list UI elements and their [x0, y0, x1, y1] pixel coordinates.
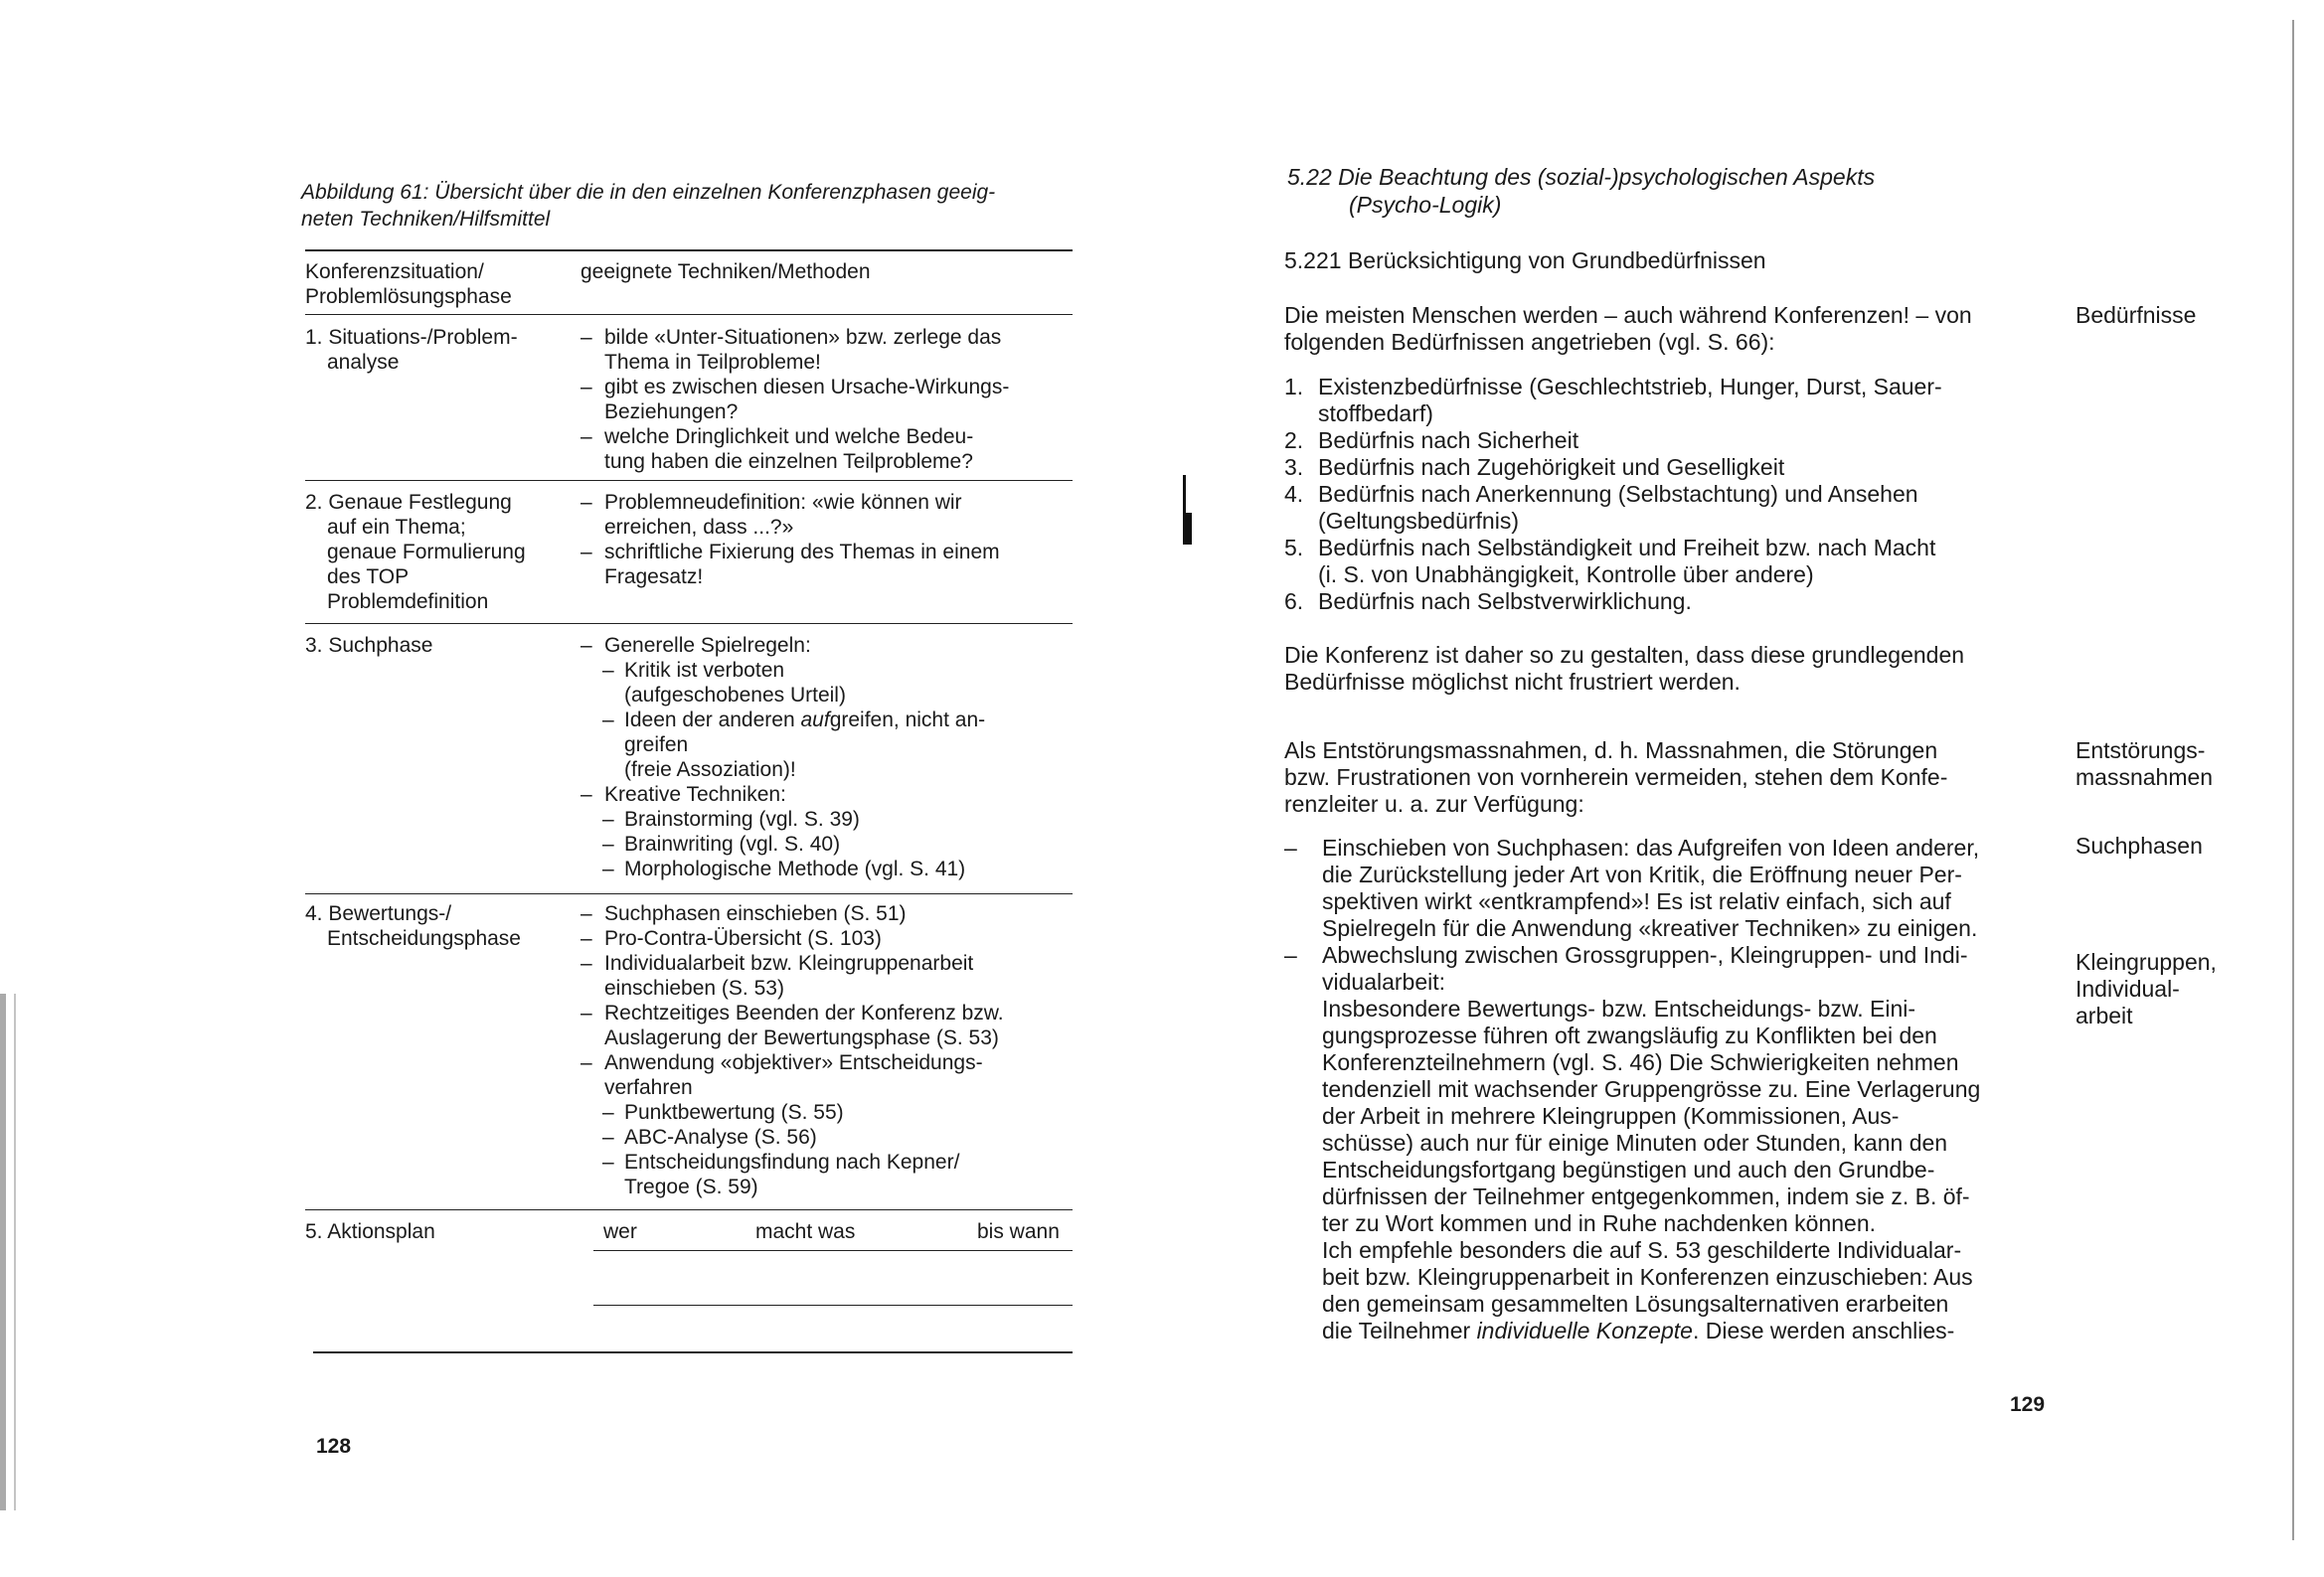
text-line: folgenden Bedürfnissen angetrieben (vgl. S. 66): [1284, 329, 1775, 355]
list-item [581, 1075, 1087, 1100]
list-item [1284, 942, 2050, 1344]
phase-label: 3. Suchphase [305, 634, 433, 657]
item-text: der Arbeit in mehrere Kleingruppen (Kommissionen, Aus- [1322, 1103, 1900, 1129]
item-text: (i. S. von Unabhängigkeit, Kontrolle über andere) [1318, 561, 1814, 587]
table-header-right [581, 259, 1087, 284]
list-item [581, 782, 1087, 807]
caption-line: Abbildung 61: Übersicht über die in den einzelnen Konferenzphasen geeig- [301, 181, 996, 204]
dash [581, 564, 604, 589]
item-text: Bedürfnis nach Anerkennung (Selbstachtung) und Ansehen [1318, 481, 1918, 507]
item-text: vidualarbeit: [1322, 969, 1446, 995]
item-text: Morphologische Methode (vgl. S. 41) [624, 858, 966, 880]
list-item [581, 375, 1087, 399]
dash: – [602, 1101, 614, 1124]
list-item [581, 1050, 1087, 1075]
phase-5-cell [305, 1219, 564, 1244]
aktionsplan-line [593, 1250, 1073, 1251]
item-text: Fragesatz! [604, 565, 704, 588]
list-item [581, 951, 1087, 976]
item-text: den gemeinsam gesammelten Lösungsalternativen erarbeiten [1322, 1291, 1949, 1317]
margin-note-line: massnahmen [2075, 764, 2214, 790]
list-item [1284, 835, 2050, 942]
item-text: spektiven wirkt «entkrampfend»! Es ist relativ einfach, sich auf [1322, 888, 1951, 914]
item-text: Problemneudefinition: «wie können wir [604, 491, 962, 514]
list-item [581, 807, 1087, 832]
dash [581, 399, 604, 424]
margin-note-line: Entstörungs- [2075, 737, 2206, 763]
dash: – [602, 709, 614, 731]
item-text: greifen [624, 733, 689, 756]
margin-note [2075, 737, 2274, 791]
list-item [581, 901, 1087, 926]
item-number: 6. [1284, 588, 1304, 614]
list-item [581, 350, 1087, 375]
item-text: (aufgeschobenes Urteil) [624, 684, 846, 707]
item-text: einschieben (S. 53) [604, 977, 784, 1000]
list-item [581, 490, 1087, 515]
item-text: Ich empfehle besonders die auf S. 53 geschilderte Individualar- [1322, 1237, 1962, 1263]
dash [581, 350, 604, 375]
phase-1-methods [581, 325, 1087, 474]
dash: – [581, 326, 592, 349]
margin-note: Suchphasen [2075, 833, 2203, 859]
paragraph-conclusion [1284, 642, 2050, 696]
phase-3-cell [305, 633, 564, 658]
phase-label: Entscheidungsphase [327, 927, 521, 950]
phase-4-cell [305, 901, 564, 951]
item-text: Konferenzteilnehmern (vgl. S. 46) Die Schwierigkeiten nehmen [1322, 1049, 1959, 1075]
dash: – [602, 858, 614, 880]
item-text: Rechtzeitiges Beenden der Konferenz bzw. [604, 1002, 1004, 1025]
text-span-italic: individuelle Konzepte [1476, 1318, 1693, 1343]
dash: – [1284, 942, 1297, 968]
phase-label: Problemdefinition [327, 590, 489, 613]
list-item [1284, 374, 2050, 427]
item-text: Ideen der anderen [624, 709, 801, 731]
phase-label: 2. Genaue Festlegung [305, 491, 512, 514]
phase-2-methods [581, 490, 1087, 589]
text-line: Die Konferenz ist daher so zu gestalten, dass diese grundlegenden [1284, 642, 1965, 668]
text-line: Bedürfnisse möglichst nicht frustriert werden. [1284, 669, 1741, 695]
dash: – [581, 1002, 592, 1025]
gutter-mark [1183, 475, 1194, 545]
needs-list [1284, 374, 2050, 615]
item-text: Bedürfnis nach Selbstverwirklichung. [1318, 588, 1692, 614]
item-text: Beziehungen? [604, 400, 739, 423]
item-text: Brainwriting (vgl. S. 40) [624, 833, 841, 856]
text-span: . Diese werden anschlies- [1692, 1318, 1955, 1343]
dash: – [581, 783, 592, 806]
list-item [581, 540, 1087, 564]
measures-list [1284, 835, 2050, 1344]
item-text [1322, 1318, 1980, 1344]
item-text: (Geltungsbedürfnis) [1318, 508, 1519, 534]
list-item [581, 658, 1087, 683]
dash [581, 976, 604, 1001]
row-rule [305, 1209, 1073, 1210]
list-item [581, 633, 1087, 658]
dash: – [581, 952, 592, 975]
subsection-title: 5.221 Berücksichtigung von Grundbedürfnissen [1284, 247, 1766, 273]
dash: – [581, 927, 592, 950]
dash: – [602, 659, 614, 682]
phase-label: 1. Situations-/Problem- [305, 326, 518, 349]
list-item [1284, 588, 2050, 615]
dash [581, 515, 604, 540]
aktionsplan-line [593, 1305, 1073, 1306]
item-text: verfahren [604, 1076, 693, 1099]
list-item [581, 708, 1087, 732]
item-text: gibt es zwischen diesen Ursache-Wirkungs- [604, 376, 1010, 398]
list-item [581, 976, 1087, 1001]
phase-3-methods [581, 633, 1087, 881]
item-text: Individualarbeit bzw. Kleingruppenarbeit [604, 952, 974, 975]
dash: – [602, 808, 614, 831]
item-text: (freie Assoziation)! [624, 758, 796, 781]
item-text: Existenzbedürfnisse (Geschlechtstrieb, Hunger, Durst, Sauer- [1318, 374, 1942, 399]
table-top-rule [305, 249, 1073, 251]
item-text: Anwendung «objektiver» Entscheidungs- [604, 1051, 983, 1074]
item-text: tung haben die einzelnen Teilprobleme? [604, 450, 973, 473]
list-item [581, 449, 1087, 474]
item-text: Bedürfnis nach Sicherheit [1318, 427, 1579, 453]
phase-4-methods [581, 901, 1087, 1199]
section-title-line: 5.22 Die Beachtung des (sozial-)psychologischen Aspekts [1287, 164, 1876, 190]
phase-1-cell [305, 325, 564, 375]
item-text: Thema in Teilprobleme! [604, 351, 821, 374]
list-item [581, 1100, 1087, 1125]
figure-caption [301, 179, 1096, 233]
item-text: welche Dringlichkeit und welche Bedeu- [604, 425, 974, 448]
paragraph-needs-intro [1284, 302, 2050, 356]
list-item [1284, 454, 2050, 481]
row-rule [305, 893, 1073, 894]
list-item [581, 926, 1087, 951]
margin-note-line: Individual- [2075, 976, 2180, 1002]
dash: – [581, 491, 592, 514]
list-item [581, 857, 1087, 881]
list-item [581, 424, 1087, 449]
page-number: 129 [2010, 1393, 2046, 1416]
phase-label: genaue Formulierung [327, 541, 526, 563]
phase-2-cell [305, 490, 564, 614]
dash: – [581, 541, 592, 563]
header-text: Konferenzsituation/ [305, 260, 484, 283]
dash: – [581, 376, 592, 398]
item-text: Tregoe (S. 59) [624, 1176, 758, 1198]
item-text: ter zu Wort kommen und in Ruhe nachdenken können. [1322, 1210, 1877, 1236]
item-text: stoffbedarf) [1318, 400, 1433, 426]
item-text: tendenziell mit wachsender Gruppengrösse zu. Eine Verlagerung [1322, 1076, 1981, 1102]
dash: – [602, 833, 614, 856]
item-number: 3. [1284, 454, 1304, 480]
item-text: Insbesondere Bewertungs- bzw. Entscheidungs- bzw. Eini- [1322, 996, 1916, 1022]
item-text: greifen, nicht an- [829, 709, 986, 731]
item-text: dürfnissen der Teilnehmer entgegenkommen, indem sie z. B. öf- [1322, 1183, 1970, 1209]
margin-note: Bedürfnisse [2075, 302, 2197, 328]
item-text: Kreative Techniken: [604, 783, 786, 806]
text-line: Als Entstörungsmassnahmen, d. h. Massnahmen, die Störungen [1284, 737, 1938, 763]
phase-label: analyse [327, 351, 400, 374]
dash: – [581, 425, 592, 448]
item-text: Brainstorming (vgl. S. 39) [624, 808, 860, 831]
list-item [581, 1125, 1087, 1150]
table-header-left [305, 259, 564, 309]
list-item [1284, 481, 2050, 535]
dash [581, 1075, 604, 1100]
dash [602, 1175, 624, 1199]
header-text: geeignete Techniken/Methoden [581, 260, 871, 283]
margin-note-line: Kleingruppen, [2075, 949, 2217, 975]
item-text: schüsse) auch nur für einige Minuten oder Stunden, kann den [1322, 1130, 1948, 1156]
item-text: die Zurückstellung jeder Art von Kritik, die Eröffnung neuer Per- [1322, 862, 1962, 887]
item-text: Suchphasen einschieben (S. 51) [604, 902, 907, 925]
item-text: Punktbewertung (S. 55) [624, 1101, 844, 1124]
item-text: schriftliche Fixierung des Themas in einem [604, 541, 1000, 563]
phase-label: auf ein Thema; [327, 516, 466, 539]
phase-label: 5. Aktionsplan [305, 1220, 435, 1243]
phase-label: des TOP [327, 565, 410, 588]
item-text: Bedürfnis nach Selbständigkeit und Freiheit bzw. nach Macht [1318, 535, 1936, 560]
table-header-rule [305, 314, 1073, 315]
caption-line: neten Techniken/Hilfsmittel [301, 208, 551, 231]
dash [581, 449, 604, 474]
item-text: Bedürfnis nach Zugehörigkeit und Geselligkeit [1318, 454, 1785, 480]
item-text: Auslagerung der Bewertungsphase (S. 53) [604, 1026, 999, 1049]
list-item [581, 683, 1087, 708]
text-span: die Teilnehmer [1322, 1318, 1477, 1343]
dash [602, 757, 624, 782]
header-text: Problemlösungsphase [305, 285, 512, 308]
item-number: 1. [1284, 374, 1304, 399]
dash: – [602, 1151, 614, 1174]
list-item [581, 1150, 1087, 1175]
page-number: 128 [316, 1435, 352, 1458]
paragraph-measures-intro [1284, 737, 2050, 818]
list-item [581, 564, 1087, 589]
section-title [1287, 163, 1875, 219]
item-number: 2. [1284, 427, 1304, 453]
item-text: bilde «Unter-Situationen» bzw. zerlege das [604, 326, 1002, 349]
dash [602, 683, 624, 708]
list-item [581, 1001, 1087, 1025]
item-text: Einschieben von Suchphasen: das Aufgreifen von Ideen anderer, [1322, 835, 1980, 861]
left-page [0, 0, 1153, 1577]
dash: – [581, 634, 592, 657]
list-item [581, 515, 1087, 540]
item-text: gungsprozesse führen oft zwangsläufig zu Konflikten bei den [1322, 1023, 1937, 1048]
aktionsplan-col-wer: wer [603, 1220, 637, 1243]
list-item [581, 399, 1087, 424]
item-text: Kritik ist verboten [624, 659, 785, 682]
item-text: ABC-Analyse (S. 56) [624, 1126, 817, 1149]
dash [581, 1025, 604, 1050]
item-number: 4. [1284, 481, 1304, 507]
dash [602, 732, 624, 757]
aktionsplan-col-bis-wann: bis wann [977, 1220, 1060, 1243]
margin-note-line: arbeit [2075, 1003, 2133, 1028]
item-text: Abwechslung zwischen Grossgruppen-, Kleingruppen- und Indi- [1322, 942, 1968, 968]
list-item [581, 732, 1087, 757]
list-item [581, 325, 1087, 350]
row-rule [305, 480, 1073, 481]
table-bottom-rule [313, 1351, 1073, 1353]
list-item [581, 757, 1087, 782]
section-title-line: (Psycho-Logik) [1349, 192, 1502, 218]
list-item [581, 1025, 1087, 1050]
row-rule [305, 623, 1073, 624]
dash: – [581, 1051, 592, 1074]
list-item [1284, 427, 2050, 454]
text-line: Die meisten Menschen werden – auch während Konferenzen! – von [1284, 302, 1972, 328]
dash: – [581, 902, 592, 925]
margin-note [2075, 949, 2274, 1029]
item-text: erreichen, dass ...?» [604, 516, 794, 539]
text-line: bzw. Frustrationen von vornherein vermeiden, stehen dem Konfe- [1284, 764, 1948, 790]
item-text-italic: auf [800, 709, 830, 731]
list-item [581, 1175, 1087, 1199]
item-text: Pro-Contra-Übersicht (S. 103) [604, 927, 882, 950]
item-text: Entscheidungsfindung nach Kepner/ [624, 1151, 960, 1174]
item-text: Spielregeln für die Anwendung «kreativer Techniken» zu einigen. [1322, 915, 1978, 941]
dash: – [602, 1126, 614, 1149]
page-edge-line [2292, 20, 2294, 1540]
list-item [581, 832, 1087, 857]
aktionsplan-col-macht-was: macht was [755, 1220, 856, 1243]
item-number: 5. [1284, 535, 1304, 560]
list-item [1284, 535, 2050, 588]
text-line: renzleiter u. a. zur Verfügung: [1284, 791, 1584, 817]
phase-label: 4. Bewertungs-/ [305, 902, 452, 925]
item-text: beit bzw. Kleingruppenarbeit in Konferenzen einzuschieben: Aus [1322, 1264, 1973, 1290]
dash: – [1284, 835, 1297, 861]
item-text: Entscheidungsfortgang begünstigen und auch den Grundbe- [1322, 1157, 1935, 1183]
item-text: Generelle Spielregeln: [604, 634, 811, 657]
